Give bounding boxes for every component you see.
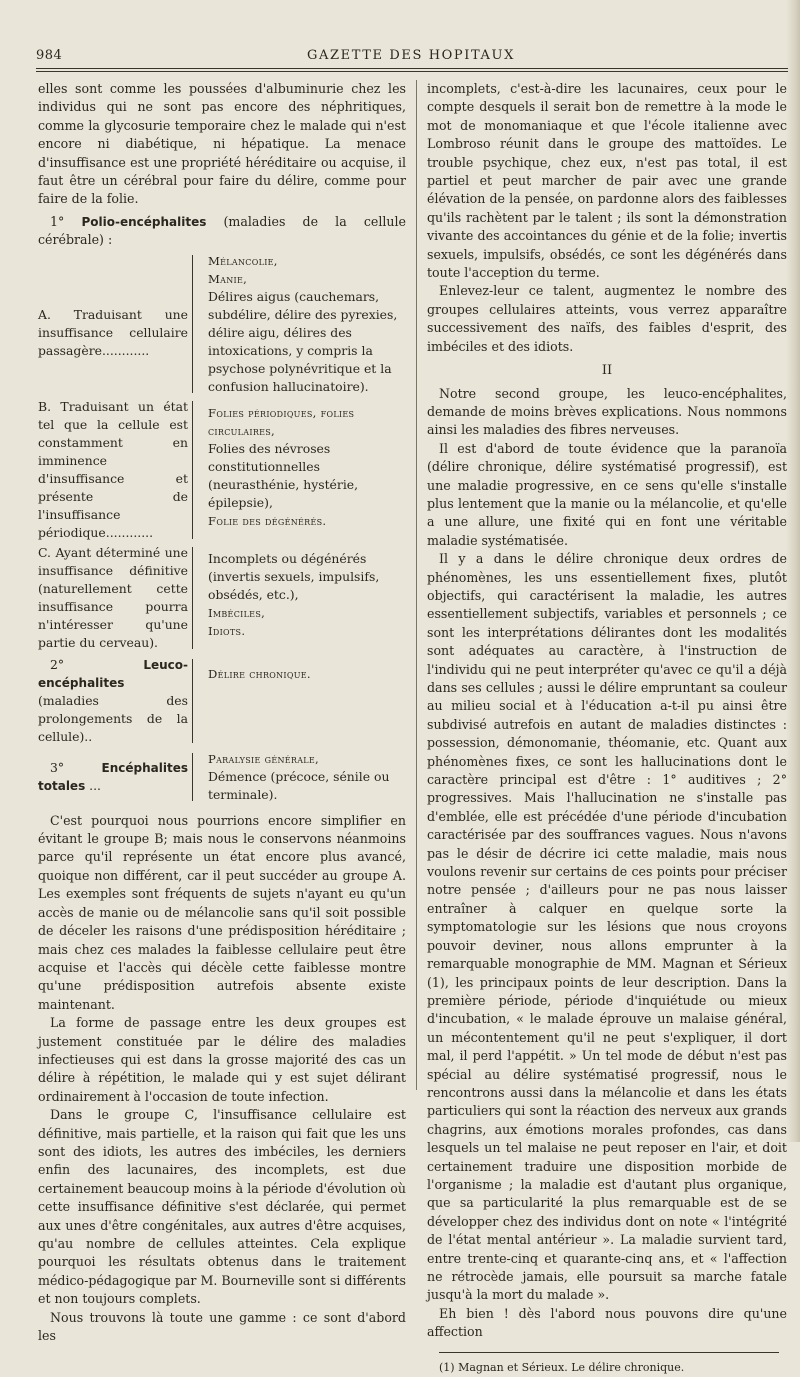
header-rule-double	[36, 71, 788, 72]
brace	[192, 547, 202, 649]
section-number: II	[601, 363, 613, 379]
group-a-items: Mélancolie, Manie, Délires aigus (cauchemars, subdélire, délire des pyrexies, délire aigu, délires des intoxications, y compris la psychose polynévritique et la confusion hallucinatoire).	[208, 253, 398, 394]
paragraph: Il y a dans le délire chronique deux ordres de phénomènes, les uns essentiellement fixes, plutôt objectifs, qui caractérisent la maladie, les autres essentiellement subjectifs, variables et personnels ; ce sont les interprétations délirantes dont les modalités sont adéquates au caractère, à l'instruction de l'individu qui ne peut interpréter qu'avec ce qu'il a déjà dans ses cellules ; aussi le délire empruntant sa couleur au milieu social et à l'éducation a-t-il pu ainsi être subdivisé autrefois en autant de maladies distinctes : possession, démonomanie, théomanie, etc. Quant aux phénomènes fixes, ce sont les hallucinations dont le caractère principal est d'être : 1° auditives ; 2° progressives. Mais l'hallucination ne s'installe pas d'emblée, elle est précédée d'une période d'incubation caractérisée par des souffrances vagues. Nous n'avons pas le désir de décrire ici cette maladie, mais nous voulons revenir sur certains de ces points pour préciser notre pensée ; d'ailleurs pour ne pas nous laisser entraîner à calquer en quelque sorte la symptomatologie sur les lésions que nous croyons pouvoir deviner, nous allons emprunter à la remarquable monographie de MM. Magnan et Sérieux (1), les principaux points de leur description. Dans la première période, période d'inquiétude ou mieux d'incubation, « le malade éprouve un malaise général, un mécontentement qu'il ne peut s'expliquer, il dort mal, il perd l'appétit. » Un tel mode de début n'est pas spécial au délire systématisé progressif, nous le rencontrons aussi dans la mélancolie et dans les états particuliers qui sont la réaction des nerveux aux grands chagrins, aux émotions morales profondes, cas dans lesquels un tel malaise ne peut reposer en l'air, et doit certainement traduire une disposition morbide de l'organisme ; la maladie est d'autant plus organique, que sa particularité la plus remarquable est de se développer chez des individus dont on note « l'intégrité de l'état mental antérieur ». La maladie survient tard, entre trente-cinq et quarante-cinq ans, et « l'affection ne rétrocède jamais, elle poursuit sa marche fatale jusqu'à la mort du malade ».	[427, 551, 787, 1303]
classification-term: Encéphalites totales	[38, 760, 188, 793]
group-b-items: Folies périodiques, folies circulaires, Folies des névroses constitutionnelles (neurasthénie, hystérie, épilepsie), Folie des dégénérés.	[208, 405, 359, 528]
paragraph: incomplets, c'est-à-dire les lacunaires, ceux pour le compte desquels il serait bon de remettre à la mode le mot de monomaniaque et que l'école italienne avec Lombroso réunit dans le groupe des mattoïdes. Le trouble psychique, chez eux, n'est pas total, il est partiel et peut marcher de pair avec une grande élévation de la pensée, on pardonne alors des faiblesses qu'ils rachètent par le talent ; ils sont la démonstration vivante des accointances du génie et de la folie; invertis sexuels, impulsifs, obsédés, ce sont les dégénérés dans toute l'acception du terme.	[427, 81, 787, 281]
group-c-description: C. Ayant déterminé une insuffisance définitive (naturellement cette insuffisance pourra n'intéresser qu'une partie du cerveau).	[38, 544, 188, 650]
column-divider	[416, 80, 417, 1090]
paragraph: Notre second groupe, les leuco-encéphalites, demande de moins brèves explications. Nous nommons ainsi les maladies des fibres nerveuses.	[427, 385, 787, 438]
paragraph: C'est pourquoi nous pourrions encore simplifier en évitant le groupe B; mais nous le conservons néanmoins parce qu'il représente un état encore plus avancé, quoique non différent, car il peut succéder au groupe A. Les exemples sont fréquents de sujets n'ayant eu qu'un accès de manie ou de mélancolie sans qu'il soit possible de déceler les raisons d'une prédisposition héréditaire ; mais chez ces malades la faiblesse cellulaire peut être acquise et l'accès qui décèle cette faiblesse montre qu'une prédisposition autrefois absente existe maintenant.	[38, 812, 406, 1012]
paragraph: elles sont comme les poussées d'albuminurie chez les individus qui ne sont pas encore des néphritiques, comme la glycosurie temporaire chez le malade qui n'est encore ni diabétique, ni hépatique. La menace d'insuffisance est une propriété héréditaire ou acquise, il faut être un cérébral pour faire du délire, comme pour faire de la folie.	[38, 81, 406, 207]
classification-term: Leuco-encéphalites	[38, 657, 188, 690]
group-c-items: Incomplets ou dégénérés (invertis sexuels, impulsifs, obsédés, etc.), Imbéciles, Idiots.	[208, 550, 380, 638]
paragraph: Nous trouvons là toute une gamme : ce sont d'abord les	[38, 1309, 406, 1344]
journal-title: GAZETTE DES HOPITAUX	[307, 48, 515, 63]
classification-group-b	[38, 398, 406, 542]
paragraph: La forme de passage entre les deux groupes est justement constituée par le délire des maladies infectieuses qui est dans la grosse majorité des cas un délire à répétition, le malade qui y est sujet délirant ordinairement à l'occasion de toute infection.	[38, 1015, 406, 1104]
brace	[192, 255, 202, 393]
group-a-description: A. Traduisant une insuffisance cellulaire passagère............	[38, 306, 188, 358]
paragraph: Enlevez-leur ce talent, augmentez le nombre des groupes cellulaires atteints, vous verrez apparaître successivement des naïfs, des faibles d'esprit, des imbéciles et des idiots.	[427, 283, 787, 354]
classification-group-c	[38, 544, 406, 652]
page-binding-edge	[786, 0, 800, 1142]
header-rule	[36, 68, 788, 69]
group-b-description: B. Traduisant un état tel que la cellule est constamment en imminence d'insuffisance et présente de l'insuffisance périodique............	[38, 398, 188, 540]
classification-heading-2: 2° Leuco-encéphalites (maladies des prolongements de la cellule).. Délire chronique.	[38, 656, 311, 744]
footnote-rule	[439, 1352, 779, 1353]
brace	[192, 753, 202, 801]
brace	[192, 401, 202, 539]
paragraph: Dans le groupe C, l'insuffisance cellulaire est définitive, mais partielle, et la raison qui fait que les uns sont des idiots, les autres des imbéciles, les derniers enfin des lacunaires, des incomplets, est due certainement beaucoup moins à la période d'évolution où cette insuffisance définitive s'est déclarée, qui permet aux unes d'être congénitales, aux autres d'être acquises, qu'au nombre de cellules atteintes. Cela explique pourquoi les résultats obtenus dans le traitement médico-pédagogique par M. Bourneville sont si différents et non toujours complets.	[38, 1107, 406, 1307]
footnote: (1) Magnan et Sérieux. Le délire chronique.	[439, 1360, 685, 1374]
brace	[192, 659, 202, 743]
right-column	[427, 80, 787, 1374]
classification-term: Polio-encéphalites	[81, 214, 207, 229]
page-header	[36, 46, 786, 66]
page-number: 984	[36, 48, 63, 63]
classification-group-a	[38, 252, 406, 396]
paragraph: Il est d'abord de toute évidence que la paranoïa (délire chronique, délire systématisé progressif), est une maladie progressive, en ce sens qu'elle s'installe plus lentement que la manie ou la mélancolie, et qu'elle a une allure, une fixité qui en font une véritable maladie systématisée.	[427, 440, 787, 548]
classification-heading-3: 3° Encéphalites totales ... Paralysie générale, Démence (précoce, sénile ou terminale).	[38, 751, 390, 802]
classification-heading-1: 1° Polio-encéphalites (maladies de la cellule cérébrale) :	[38, 213, 406, 248]
paragraph: Eh bien ! dès l'abord nous pouvons dire qu'une affection	[427, 1305, 787, 1340]
left-column	[38, 80, 406, 1344]
